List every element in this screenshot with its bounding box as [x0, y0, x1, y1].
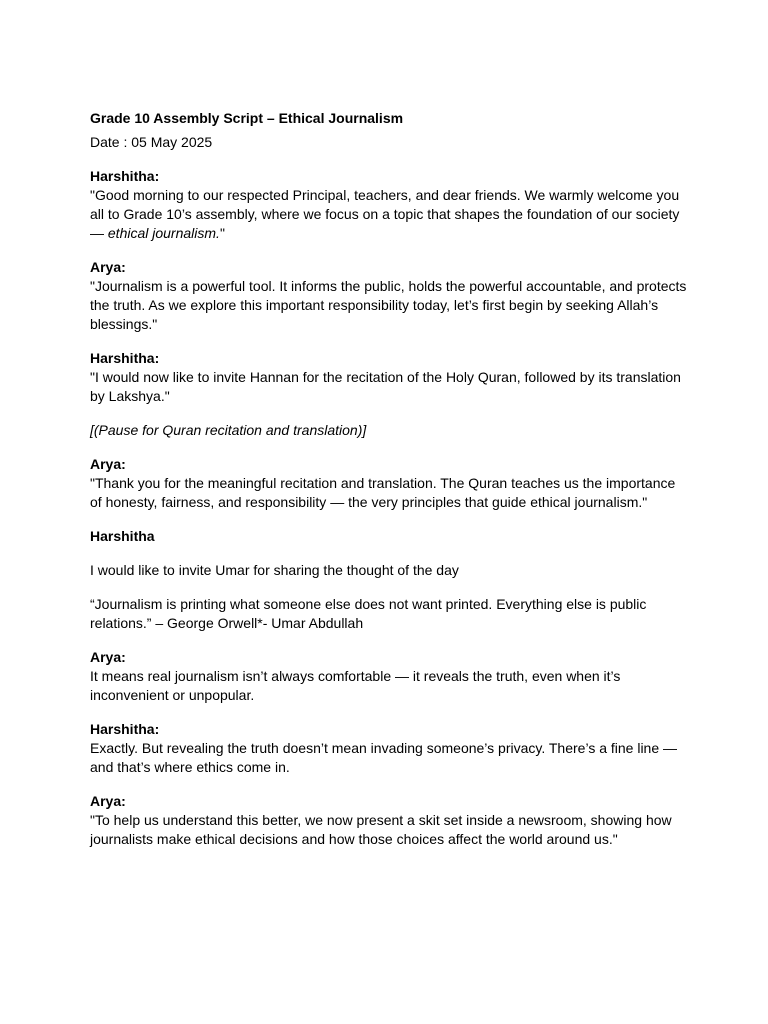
speaker-name: Arya:	[90, 456, 126, 472]
dialogue-text: "I would now like to invite Hannan for the recitation of the Holy Quran, followed by its translation by Lakshya."	[90, 369, 681, 404]
document-date: Date : 05 May 2025	[90, 134, 213, 150]
dialogue-text: "Journalism is a powerful tool. It informs the public, holds the powerful accountable, and protects the truth. As we explore this important responsibility today, let’s first begin by seeking Allah’s blessings."	[90, 278, 687, 332]
dialogue-block	[90, 792, 690, 849]
dialogue-block	[90, 648, 690, 705]
speaker-name: Harshitha:	[90, 168, 160, 184]
dialogue-block	[90, 527, 690, 546]
dialogue-text: Exactly. But revealing the truth doesn’t mean invading someone’s privacy. There’s a fine line — and that’s where ethics come in.	[90, 740, 678, 775]
speaker-name: Harshitha	[90, 528, 155, 544]
dialogue-emphasis: ethical journalism.	[107, 225, 220, 241]
speaker-name: Arya:	[90, 259, 126, 275]
stage-direction: [(Pause for Quran recitation and translation)]	[90, 422, 367, 438]
speaker-name: Arya:	[90, 649, 126, 665]
invite-text: I would like to invite Umar for sharing the thought of the day	[90, 562, 459, 578]
dialogue-text-part: "Good morning to our respected Principal, teachers, and dear friends. We warmly welcome you all to Grade 10’s assembly, where we focus on a topic that shapes the foundation of our society —	[90, 187, 680, 241]
dialogue-block	[90, 455, 690, 512]
dialogue-text: It means real journalism isn’t always comfortable — it reveals the truth, even when it’s inconvenient or unpopular.	[90, 668, 621, 703]
thought-quote: “Journalism is printing what someone else does not want printed. Everything else is public relations.” – George Orwell*- Umar Abdullah	[90, 596, 647, 631]
dialogue-block	[90, 720, 690, 777]
document-page	[90, 109, 690, 864]
dialogue-text: "To help us understand this better, we now present a skit set inside a newsroom, showing how journalists make ethical decisions and how those choices affect the world around us."	[90, 812, 672, 847]
dialogue-block	[90, 258, 690, 334]
speaker-name: Arya:	[90, 793, 126, 809]
dialogue-text	[90, 186, 690, 243]
speaker-name: Harshitha:	[90, 350, 160, 366]
document-title: Grade 10 Assembly Script – Ethical Journalism	[90, 110, 404, 126]
dialogue-text: "Thank you for the meaningful recitation and translation. The Quran teaches us the importance of honesty, fairness, and responsibility — the very principles that guide ethical journalism."	[90, 475, 676, 510]
dialogue-block	[90, 167, 690, 243]
dialogue-text-part: "	[219, 225, 225, 241]
speaker-name: Harshitha:	[90, 721, 160, 737]
dialogue-block	[90, 349, 690, 406]
